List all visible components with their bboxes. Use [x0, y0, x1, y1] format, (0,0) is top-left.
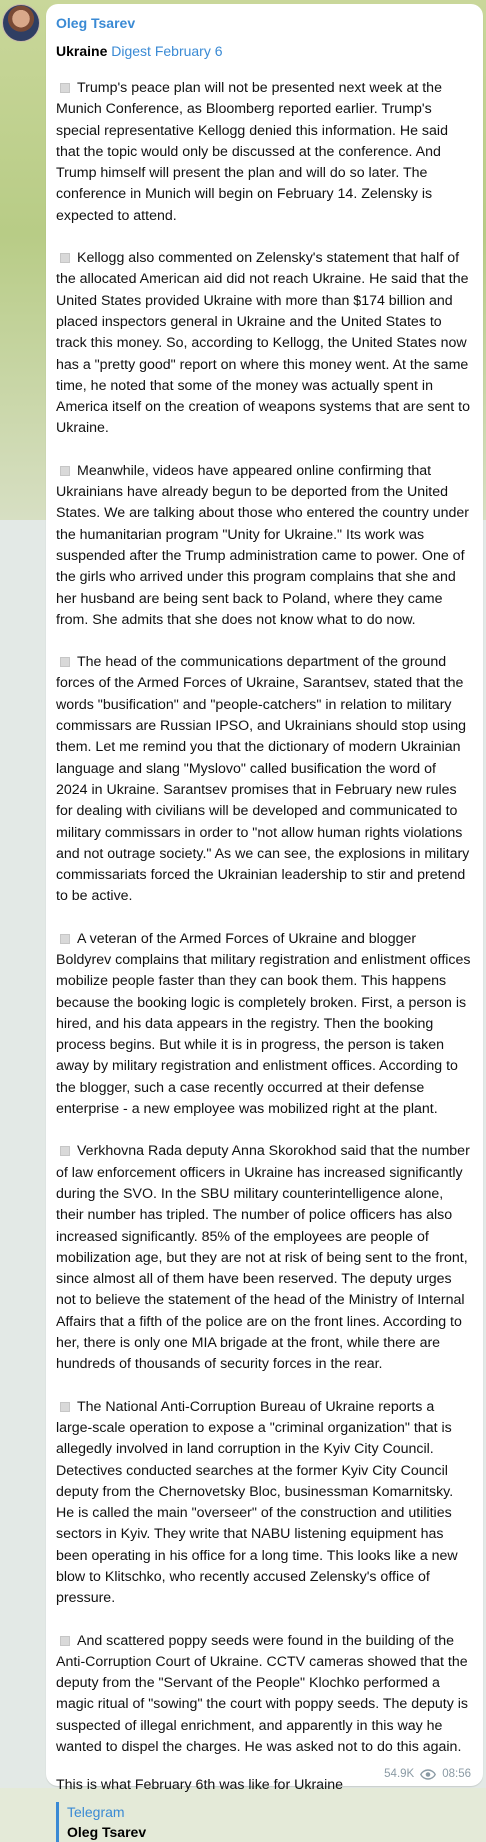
- paragraph-text: A veteran of the Armed Forces of Ukraine and blogger Boldyrev complains that military registration and enlistment offices mobilize people faster than they can book them. This happens because the booking logic is completely broken. First, a person is hired, and his data appears in the registry. Then the booking process begins. But while it is in progress, the person is taken away by military registration and enlistment offices. According to the blogger, such a case recently occurred at their defense enterprise - a new employee was mobilized right at the plant.: [56, 930, 471, 1118]
- paragraph-4: [56, 652, 471, 908]
- bullet-icon: [60, 934, 70, 944]
- source-label[interactable]: Telegram: [67, 1804, 125, 1821]
- bullet-icon: [60, 1146, 70, 1156]
- paragraph-text: Meanwhile, videos have appeared online confirming that Ukrainians have already begun to be deported from the United States. We are talking about those who entered the country under the humanitarian program "Unity for Ukraine." Its work was suspended after the Trump administration came to power. One of the girls who arrived under this program complains that she and her husband are being sent back to Poland, where they came from. She admits that she does not know what to do now.: [56, 462, 470, 628]
- closing-line: This is what February 6th was like for Ukraine: [56, 1777, 344, 1794]
- paragraph-8: [56, 1631, 471, 1759]
- bullet-icon: [60, 253, 70, 263]
- paragraph-text: The head of the communications department of the ground forces of the Armed Forces of Ukraine, Sarantsev, stated that the words "busification" and "people-catchers" in relation to military commissars are Russian IPSO, and Ukrainians should stop using them. Let me remind you that the dictionary of modern Ukrainian language and slang "Myslovo" called busification the word of 2024 in Ukraine. Sarantsev promises that in February new rules for dealing with civilians will be developed and communicated to military commissars in order to "not allow human rights violations and not outrage society." As we can see, the explosions in military commissariats forced the Ukrainian leadership to stir and pretend to be active.: [56, 654, 470, 905]
- paragraph-5: [56, 929, 471, 1121]
- bullet-icon: [60, 657, 70, 667]
- bullet-icon: [60, 466, 70, 476]
- title-prefix: Ukraine: [56, 43, 108, 59]
- bullet-icon: [60, 83, 70, 93]
- paragraph-text: Kellogg also commented on Zelensky's statement that half of the allocated American aid did not reach Ukraine. He said that the United States provided Ukraine with more than $174 billion and placed inspectors general in Ukraine and the United States to track this money. So, according to Kellogg, the United States now has a "pretty good" report on where this money went. At the same time, he noted that some of the money was actually spent in America itself on the creation of weapons systems that are sent to Ukraine.: [56, 250, 471, 437]
- paragraph-1: [56, 78, 471, 227]
- message-bubble: [46, 4, 483, 1841]
- message-meta: [384, 1768, 471, 1780]
- title-hashtag[interactable]: Digest February 6: [111, 43, 223, 59]
- view-count: 54.9K: [384, 1768, 415, 1780]
- paragraph-text: Trump's peace plan will not be presented next week at the Munich Conference, as Bloomberg reported earlier. Trump's special representative Kellogg denied this information. He said that the topic would only be discussed at the conference. And Trump himself will present the plan and will do so later. The conference in Munich will begin on February 14. Zelensky is expected to attend.: [56, 80, 448, 224]
- bullet-icon: [60, 1402, 70, 1412]
- paragraph-6: [56, 1141, 471, 1375]
- post-title: [56, 42, 471, 60]
- source-name[interactable]: Oleg Tsarev: [67, 1824, 147, 1841]
- paragraph-text: And scattered poppy seeds were found in the building of the Anti-Corruption Court of Ukraine. CCTV cameras showed that the deputy from the "Servant of the People" Klochko performed a magic ritual of "sowing" the court with poppy seeds. The deputy is suspected of illegal enrichment, and apparently in this way he wanted to dispel the charges. He was asked not to do this again.: [56, 1632, 469, 1756]
- paragraph-3: [56, 461, 471, 631]
- source-link[interactable]: [56, 1802, 471, 1842]
- paragraph-2: [56, 248, 471, 440]
- message-time: 08:56: [442, 1768, 471, 1780]
- paragraph-text: The National Anti-Corruption Bureau of Ukraine reports a large-scale operation to expose a "criminal organization" that is allegedly involved in land corruption in the Kyiv City Council. Detectives conducted searches at the former Kyiv City Council deputy from the Chernovetsky Bloc, businessman Komarnitsky. He is called the main "overseer" of the construction and utilities sectors in Kyiv. They write that NABU listening equipment has been operating in his office for a long time. This looks like a new blow to Klitschko, who recently accused Zelensky's office of pressure.: [56, 1398, 458, 1607]
- bullet-icon: [60, 1636, 70, 1646]
- paragraph-text: Verkhovna Rada deputy Anna Skorokhod said that the number of law enforcement officers in Ukraine has increased significantly during the SVO. In the SBU military counterintelligence alone, their number has tripled. The number of police officers has also increased significantly. 85% of the employees are people of mobilization age, but they are not at risk of being sent to the front, since almost all of them have been reserved. The deputy urges not to believe the statement of the head of the Ministry of Internal Affairs that a fifth of the police are on the front lines. According to her, there is only one MIA brigade at the front, while there are hundreds of thousands of security forces in the rear.: [56, 1143, 470, 1373]
- eye-icon: [420, 1769, 436, 1780]
- paragraph-7: [56, 1397, 471, 1610]
- author-avatar[interactable]: [2, 4, 40, 42]
- author-name[interactable]: Oleg Tsarev: [56, 15, 136, 31]
